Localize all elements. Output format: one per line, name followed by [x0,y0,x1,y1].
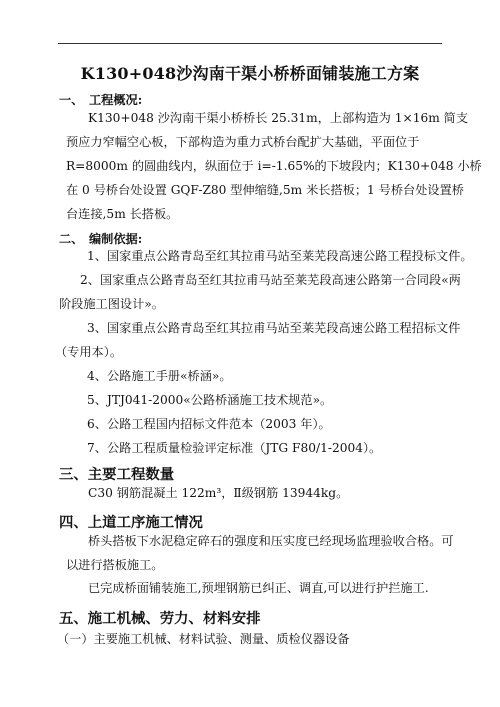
paragraph-line: 台连接,5m 长搭板。 [66,207,179,221]
subsection-heading: （一）主要施工机械、材料试验、测量、质检仪器设备 [57,632,350,646]
paragraph-line: C30 钢筋混凝土 122m³，Ⅱ级钢筋 13944kg。 [88,486,349,500]
section-heading-resources: 五、施工机械、劳力、材料安排 [59,610,261,627]
page-title: K130+048沙沟南干渠小桥桥面铺装施工方案 [80,64,420,83]
paragraph-line: 以进行搭板施工。 [66,558,164,572]
section-title: 工程概况: [89,93,143,107]
list-item: 6、公路工程国内招标文件范本（2003 年）。 [87,417,331,431]
section-heading-overview [59,91,142,108]
list-item: 4、公路施工手册«桥涵»。 [87,369,232,383]
paragraph-line: K130+048 沙沟南干渠小桥桥长 25.31m，上部构造为 1×16m 简支 [88,111,469,125]
list-item-continuation: 阶段施工图设计»。 [59,297,164,311]
list-item: 3、国家重点公路青岛至红其拉甫马站至莱芜段高速公路工程招标文件 [87,321,461,335]
paragraph-line: 在 0 号桥台处设置 GQF-Z80 型伸缩缝,5m 米长搭板；1 号桥台处设置桥 [66,183,464,197]
list-item: 1、国家重点公路青岛至红其拉甫马站至莱芜段高速公路工程投标文件。 [87,249,473,263]
section-heading-quantities: 三、主要工程数量 [59,466,175,483]
paragraph-line: 预应力窄幅空心板，下部构造为重力式桥台配扩大基础，平面位于 [66,135,420,149]
list-item: 7、公路工程质量检验评定标准（JTG F80/1-2004）。 [87,441,382,455]
paragraph-line: 已完成桥面铺装施工,预埋钢筋已纠正、调直,可以进行护拦施工. [88,581,429,595]
list-item-continuation: （专用本）。 [55,345,123,359]
list-item: 5、JTJ041-2000«公路桥涵施工技术规范»。 [87,393,333,407]
section-heading-previous-process: 四、上道工序施工情况 [59,514,203,531]
section-heading-basis [59,230,142,247]
paragraph-line: 桥头搭板下水泥稳定碎石的强度和压实度已经现场监理验收合格。可 [88,534,454,548]
section-number: 二、 [59,232,84,246]
paragraph-line: R=8000m 的圆曲线内，纵面位于 i=-1.65%的下坡段内；K130+048 小桥 [66,159,482,173]
header-rule [58,43,442,44]
section-title: 编制依据: [89,232,143,246]
list-item: 2、国家重点公路青岛至红其拉甫马站至莱芜段高速公路第一合同段«两 [80,273,461,287]
section-number: 一、 [59,93,84,107]
